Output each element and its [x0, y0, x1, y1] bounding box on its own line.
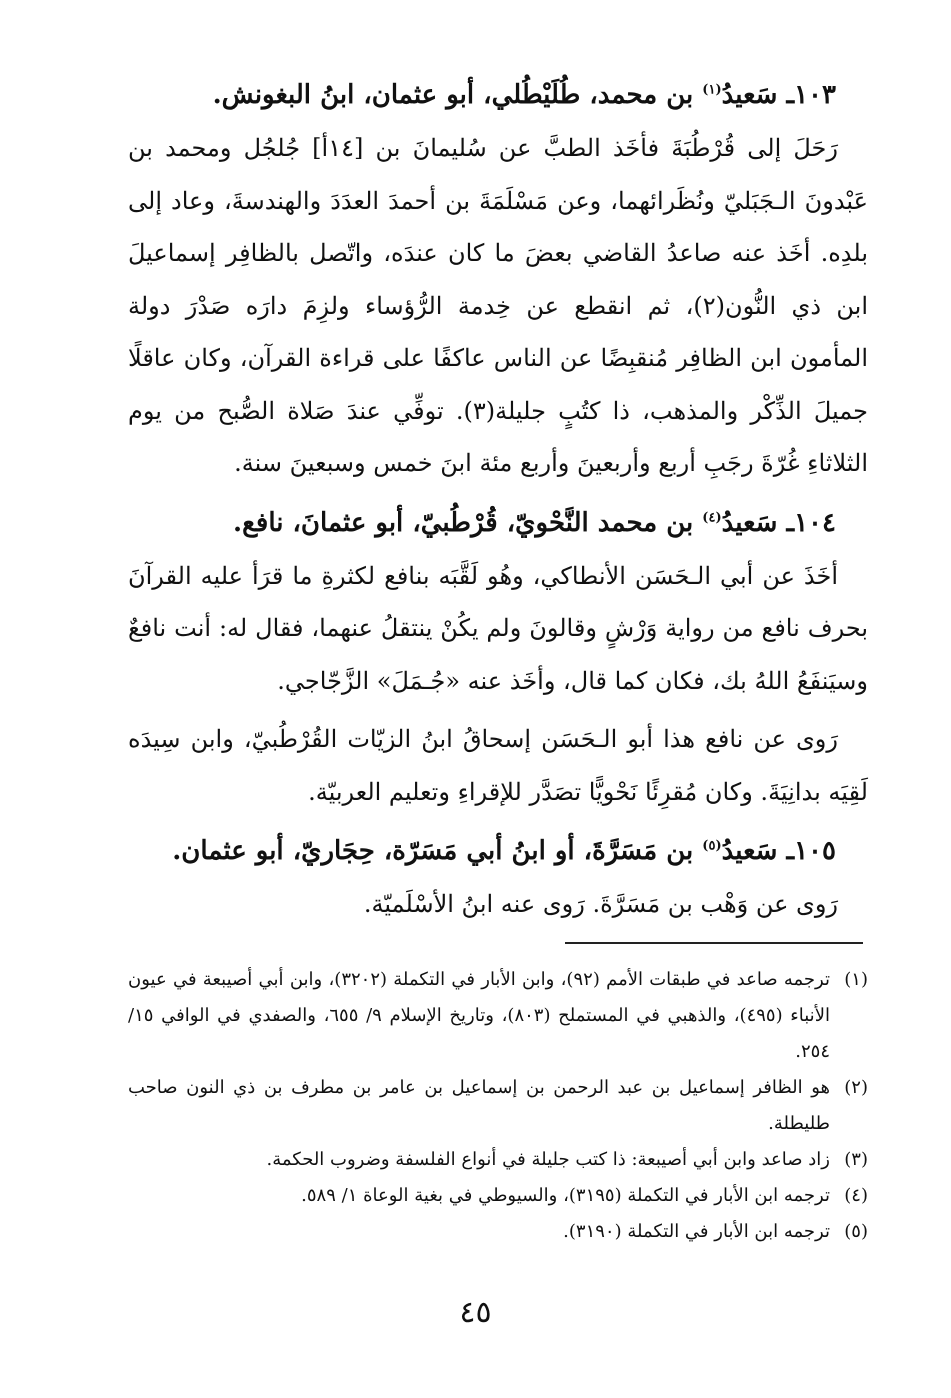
footnotes	[128, 962, 868, 1250]
entry-paragraph: رَوى عن نافع هذا أبو الـحَسَن إسحاقُ ابنُ الزيّات القُرْطُبيّ، وابن سِيدَه لَقِيَه بدانِيَةَ. وكان مُقرِئًا نَحْويًّا تصَدَّر للإقراءِ وتعليم العربيّة.	[128, 725, 868, 806]
footnote	[128, 962, 868, 1070]
footnote-number: (٢)	[844, 1077, 868, 1098]
footnote-text: هو الظافر إسماعيل بن عبد الرحمن بن إسماعيل بن عامر بن مطرف بن ذي النون صاحب طليطلة.	[128, 1077, 830, 1134]
footnote-text: زاد صاعد وابن أبي أصيبعة: ذا كتب جليلة في أنواع الفلسفة وضروب الحكمة.	[266, 1149, 830, 1170]
footnote-number: (١)	[844, 969, 868, 990]
footnote-separator	[565, 942, 863, 944]
footnote-number: (٤)	[844, 1185, 868, 1206]
entry-paragraph: أخَذَ عن أبي الـحَسَن الأنطاكي، وهُو لَقَّبَه بنافع لكثرةِ ما قرَأ عليه القرآنَ بحرف نافع من رواية وَرْشٍ وقالونَ ولم يكُنْ ينتقلُ عنهما، فقال له: أنت نافعٌ وسيَنفَعُ اللهُ بك، فكان كما قال، وأخَذ عنه «جُـمَلَ» الزَّجّاجي.	[128, 561, 868, 695]
footnote	[128, 1142, 868, 1178]
entry-paragraph: رَحَلَ إلى قُرْطُبَةَ فأخَذ الطبَّ عن سُليمانَ بن [١٤أ] جُلجُل ومحمد بن عَبْدونَ الـجَبَليّ ونُظَرائهما، وعن مَسْلَمَةَ بن أحمدَ العدَدَ والهندسةَ، وعاد إلى بلدِه. أخَذ عنه صاعدُ القاضي بعضَ ما كان عندَه، واتّصل بالظافِر إسماعيلَ ابن ذي النُّون(٢)، ثم انقطع عن خِدمة الرُّؤساء ولزِمَ دارَه صَدْرَ دولة المأمون ابن الظافِر مُنقبِضًا عن الناس عاكفًا على قراءة القرآن، وكان عاقلًا جميلَ الذِّكْر والمذهب، ذا كتُبٍ جليلة(٣). توفِّي عندَ صَلاة الصُّبح من يوم الثلاثاءِ غُرّةَ رجَبِ أربع وأربعينَ وأربع مئة ابنَ خمس وسبعينَ سنة.	[128, 134, 869, 477]
footnote-text: ترجمه صاعد في طبقات الأمم (٩٢)، وابن الأبار في التكملة (٣٢٠٢)، وابن أبي أصيبعة في عيون الأنباء (٤٩٥)، والذهبي في المستملح (٨٠٣)، وتاريخ الإسلام ٩/ ٦٥٥، والصفدي في الوافي ١٥/ ٢٥٤.	[128, 969, 830, 1062]
footnote	[128, 1214, 868, 1250]
entry-paragraph: رَوى عن وَهْب بن مَسَرَّةَ. رَوى عنه ابنُ الأسْلَميّة.	[363, 890, 838, 918]
entry-heading: ١٠٥ـ سَعيدُ$^{(٥)}$ بن مَسَرَّةَ، أو ابنُ أبي مَسَرّة، حِجَاريّ، أبو عثمان.	[172, 836, 836, 866]
main-text	[128, 72, 868, 931]
footnote-marker: (١)	[702, 82, 722, 98]
entry-heading: ١٠٣ـ سَعيدُ$^{(١)}$ بن محمد، طُلَيْطُلي، أبو عثمان، ابنُ البغونش.	[212, 80, 836, 110]
footnote-marker: (٥)	[702, 838, 722, 854]
footnote	[128, 1070, 868, 1142]
footnote-marker: (٤)	[702, 509, 722, 525]
entry-heading: ١٠٤ـ سَعيدُ$^{(٤)}$ بن محمد النَّحْويّ، قُرْطُبيّ، أبو عثمانَ، نافع.	[233, 507, 836, 538]
footnote-text: ترجمه ابن الأبار في التكملة (٣١٩٠).	[563, 1221, 830, 1242]
page-number: ٤٥	[459, 1295, 492, 1330]
footnote-number: (٥)	[844, 1221, 868, 1242]
footnote	[128, 1178, 868, 1214]
footnote-number: (٣)	[844, 1149, 868, 1170]
footnote-text: ترجمه ابن الأبار في التكملة (٣١٩٥)، والسيوطي في بغية الوعاة ١/ ٥٨٩.	[301, 1185, 830, 1206]
